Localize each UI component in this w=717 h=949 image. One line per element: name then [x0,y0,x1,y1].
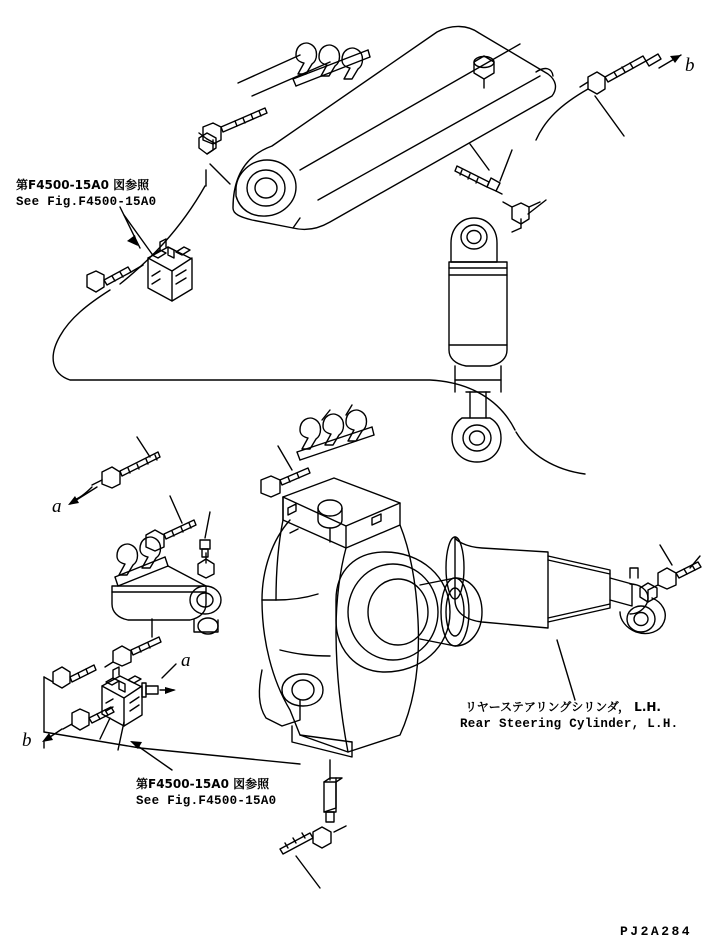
hose-routing-left [53,186,585,474]
manifold-block-upper [137,239,192,301]
vertical-cylinder [449,218,507,462]
drawing-number: PJ2A284 [620,924,693,939]
top-right-fitting [580,54,661,94]
upper-link-arm [233,26,555,229]
callout-b-bottom-left: b [22,730,32,751]
upper-right-bolt-b [503,202,540,228]
small-plug-center [200,540,210,557]
left-hose-fitting-upper [87,265,143,292]
top-left-bolt [199,108,267,154]
steering-knuckle [259,478,482,757]
clamp-bolt-left [146,520,196,551]
lower-left-fitting [44,665,96,688]
note-bottom-center-jp: 第F4500-15A0 図参照 [136,777,270,791]
note-bottom-center-en: See Fig.F4500-15A0 [136,794,277,808]
right-side-bolt [640,562,701,602]
top-clamp-group [293,43,370,86]
rear-steering-cylinder-label-jp: リヤーステアリングシリンダ， L.H. [465,700,661,714]
bottom-bolt [280,827,331,854]
callout-b-top-right: b [685,55,695,76]
bottom-plug [324,778,342,822]
center-clamp-bracket [112,537,221,634]
rear-steering-cylinder-horizontal [446,537,665,634]
note-top-left-en: See Fig.F4500-15A0 [16,195,157,209]
manifold-fitting-right [142,683,158,697]
upper-right-bolt-a [455,166,502,194]
callout-a-middle: a [181,650,191,671]
rear-steering-cylinder-label-en: Rear Steering Cylinder, L.H. [460,717,679,731]
manifold-bolt-left [105,637,161,667]
knuckle-top-bolt [261,468,310,497]
callout-a-left: a [52,496,62,517]
mid-clamp-group [297,410,374,460]
manifold-block-lower [102,667,142,726]
note-top-left-jp: 第F4500-15A0 図参照 [16,178,150,192]
